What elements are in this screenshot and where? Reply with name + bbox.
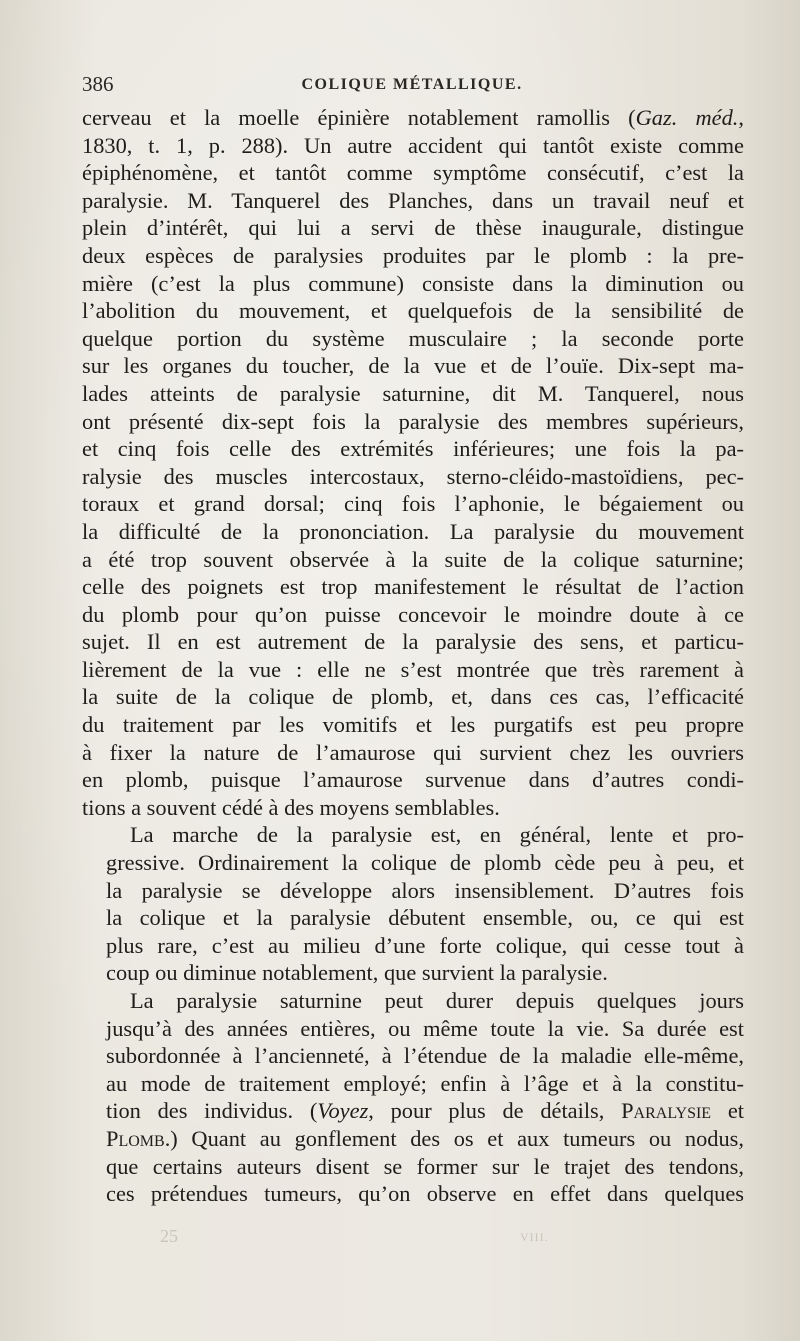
text-line: tion des individus. (Voyez, pour plus de détails, Paralysie et xyxy=(106,1098,744,1124)
paragraph-1 xyxy=(82,104,744,821)
text-line: La marche de la paralysie est, en général, lente et pro- xyxy=(130,822,744,848)
text-line: plein d’intérêt, qui lui a servi de thèse inaugurale, distingue xyxy=(82,215,744,241)
page-number: 386 xyxy=(82,72,114,96)
text-line: et cinq fois celle des extrémités inférieures; une fois la pa- xyxy=(82,436,744,462)
text-line: la paralysie se développe alors insensiblement. D’autres fois xyxy=(106,877,744,903)
page-header xyxy=(82,72,742,102)
text-line: du traitement par les vomitifs et les purgatifs est peu propre xyxy=(82,712,744,738)
text-line: deux espèces de paralysies produites par le plomb : la pre- xyxy=(82,242,744,268)
text-line: La paralysie saturnine peut durer depuis quelques jours xyxy=(130,988,744,1013)
text-line: lades atteints de paralysie saturnine, dit M. Tanquerel, nous xyxy=(82,380,744,406)
text-line: la suite de la colique de plomb, et, dans ces cas, l’efficacité xyxy=(82,684,744,710)
text-line: a été trop souvent observée à la suite de la colique saturnine; xyxy=(82,546,744,572)
text-line: en plomb, puisque l’amaurose survenue dans d’autres condi- xyxy=(82,767,744,793)
text-line: 1830, t. 1, p. 288). Un autre accident qui tantôt existe comme xyxy=(82,132,744,158)
signature-mark: 25 xyxy=(160,1226,178,1246)
page-footer xyxy=(160,1226,660,1256)
text-line: sujet. Il en est autrement de la paralysie des sens, et particu- xyxy=(82,629,744,655)
text-line: quelque portion du système musculaire ; la seconde porte xyxy=(82,325,744,351)
paragraph-2 xyxy=(82,821,744,987)
text-line: ont présenté dix-sept fois la paralysie des membres supérieurs, xyxy=(82,408,744,434)
text-line: la difficulté de la prononciation. La paralysie du mouvement xyxy=(82,518,744,544)
text-line: du plomb pour qu’on puisse concevoir le moindre doute à ce xyxy=(82,601,744,627)
running-title: COLIQUE MÉTALLIQUE. xyxy=(301,76,523,93)
text-line: au mode de traitement employé; enfin à l’âge et à la constitu- xyxy=(106,1070,744,1096)
body-text xyxy=(82,104,744,1208)
paragraph-3 xyxy=(82,987,744,1208)
text-line: coup ou diminue notablement, que survient la paralysie. xyxy=(106,960,608,986)
text-line: l’abolition du mouvement, et quelquefois de la sensibilité de xyxy=(82,298,744,324)
text-line: plus rare, c’est au milieu d’une forte colique, qui cesse tout à xyxy=(106,932,744,958)
text-line: que certains auteurs disent se former sur le trajet des tendons, xyxy=(106,1153,744,1179)
text-line: mière (c’est la plus commune) consiste dans la diminution ou xyxy=(82,270,744,296)
text-line: Plomb.) Quant au gonflement des os et aux tumeurs ou nodus, xyxy=(106,1125,744,1151)
text-line: cerveau et la moelle épinière notablement ramollis (Gaz. méd., xyxy=(82,105,744,130)
text-line: épiphénomène, et tantôt comme symptôme consécutif, c’est la xyxy=(82,160,744,186)
text-line: la colique et la paralysie débutent ensemble, ou, ce qui est xyxy=(106,905,744,931)
text-line: à fixer la nature de l’amaurose qui survient chez les ouvriers xyxy=(82,739,744,765)
text-line: tions a souvent cédé à des moyens semblables. xyxy=(82,794,500,820)
text-line: ces prétendues tumeurs, qu’on observe en effet dans quelques xyxy=(106,1181,744,1207)
text-line: sur les organes du toucher, de la vue et de l’ouïe. Dix-sept ma- xyxy=(82,353,744,379)
text-line: jusqu’à des années entières, ou même toute la vie. Sa durée est xyxy=(106,1015,744,1041)
text-line: paralysie. M. Tanquerel des Planches, dans un travail neuf et xyxy=(82,187,744,213)
text-line: toraux et grand dorsal; cinq fois l’aphonie, le bégaiement ou xyxy=(82,491,744,517)
text-line: subordonnée à l’ancienneté, à l’étendue de la maladie elle-même, xyxy=(106,1043,744,1069)
volume-mark: VIII. xyxy=(520,1230,549,1244)
text-line: gressive. Ordinairement la colique de plomb cède peu à peu, et xyxy=(106,850,744,876)
text-line: lièrement de la vue : elle ne s’est montrée que très rarement à xyxy=(82,656,744,682)
text-line: celle des poignets est trop manifestement le résultat de l’action xyxy=(82,574,744,600)
text-line: ralysie des muscles intercostaux, sterno-cléido-mastoïdiens, pec- xyxy=(82,463,744,489)
